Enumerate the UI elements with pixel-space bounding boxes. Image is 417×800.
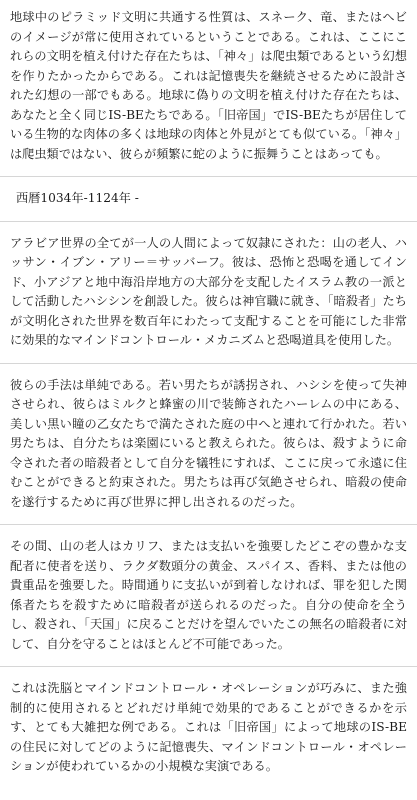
paragraph-methods: 彼らの手法は単純である。若い男たちが誘拐され、ハシシを使って失神させられ、彼らはミルクと蜂蜜の川で装飾されたハーレムの中にある、美しい黒い瞳の乙女たちで満たされた庭の中へと連れて行かれた。若い男たちは、自分たちは楽園にいると教えられた。彼らは、殺すように命令された者の暗殺者として自分を犠牲にすれば、ここに戻って永遠に住むことができると約束された。男たちは再び気絶させられ、暗殺の使命を遂行するために再び世界に押し出されるのだった。 [0, 376, 417, 526]
paragraph-tribute: その間、山の老人はカリフ、または支払いを強要したどこぞの豊かな支配者に使者を送り、ラクダ数頭分の黄金、スパイス、香料、または他の貴重品を強要した。時間通りに支払いが到着しなければ、罪を犯した関係者たちを殺すために暗殺者が送られるのだった。自分の使命を全うし、殺され、「天国」に戻ることだけを望んでいたこの無名の暗殺者に対して、自分を守ることはほとんど不可能であった。 [0, 537, 417, 667]
paragraph-date-range: 西暦1034年-1124年 - [0, 189, 417, 222]
paragraph-brainwashing-example: これは洗脳とマインドコントロール・オペレーションが巧みに、また強制的に使用されるとどれだけ単純で効果的であることができるかを示す、とても大雑把な例である。これは「旧帝国」によって地球のIS-BEの住民に対してどのように記憶喪失、マインドコントロール・オペレーションが使われているかの小規模な実演である。 [10, 681, 407, 773]
paragraph-pyramid-civilizations: 地球中のピラミッド文明に共通する性質は、スネーク、竜、またはヘビのイメージが常に使用されているということである。これは、ここにこれらの文明を植え付けた存在たちは、「神々」は爬虫類であるという幻想を作りたかったからである。これは記憶喪失を継続させるために設計された幻想の一部でもある。地球に偽りの文明を植え付けた存在たちは、あなたと全く同じIS-BEたちである。「旧帝国」でIS-BEたちが居住している生物的な肉体の多くは地球の肉体と外見がとても似ている。「神々」は爬虫類ではない、彼らが頻繁に蛇のように振舞うことはあっても。 [0, 8, 417, 177]
paragraph-old-man-of-the-mountain: アラビア世界の全てが一人の人間によって奴隷にされた：山の老人、ハッサン・イブン・アリー＝サッバーフ。彼は、恐怖と恐喝を通してインド、小アジアと地中海沿岸地方の大部分を支配したイスラム教の一派として活動したハシシンを創設した。彼らは神官職に就き、「暗殺者」たちが文明化された世界を数百年にわたって支配することを可能にした非常に効果的なマインドコントロール・メカニズムと恐喝道具を使用した。 [0, 234, 417, 364]
